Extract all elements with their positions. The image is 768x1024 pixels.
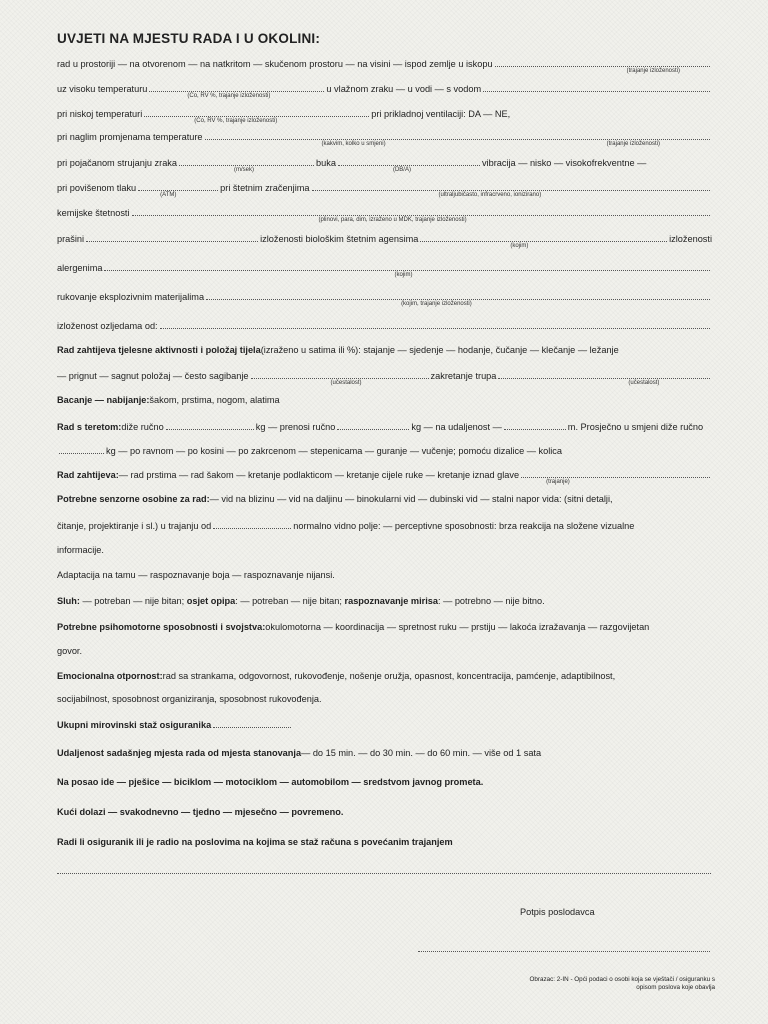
- row-dust-biological: [57, 233, 712, 249]
- hearing-label: Sluh:: [57, 596, 80, 606]
- allergens-caption: (kojim): [394, 272, 413, 278]
- low-temp-label: pri niskoj temperaturi: [57, 109, 143, 119]
- work-requires-caption: (trajanje): [546, 479, 570, 485]
- return-options: Kući dolazi — svakodnevno — tjedno — mjesečno — povremeno.: [57, 807, 344, 817]
- workplace-options: rad u prostoriji — na otvorenom — na natkritom — skučenom prostoru — na visini — ispod zemlje u iskopu: [57, 59, 493, 69]
- lift-kg-field[interactable]: [166, 421, 254, 430]
- psychomotor-options: okulomotorna — koordinacija — spretnost ruku — prstiju — lakoća izražavanja — razgovijetan: [265, 622, 650, 632]
- extended-service-field[interactable]: [57, 873, 711, 874]
- row-explosives: [57, 291, 712, 307]
- load-label: Rad s teretom:: [57, 422, 122, 432]
- form-footer: Obrazac: 2-IN - Opći podaci o osobi koja se vještači / osiguranku s opisom poslova koje obavlja: [529, 976, 715, 991]
- pressure-label: pri povišenom tlaku: [57, 183, 137, 193]
- row-low-temperature: [57, 108, 712, 124]
- throwing-label: Bacanje — nabijanje:: [57, 395, 150, 405]
- exposure-duration-field[interactable]: [495, 58, 710, 74]
- explosives-label: rukovanje eksplozivnim materijalima: [57, 292, 205, 302]
- work-requires-options: — rad prstima — rad šakom — kretanje podlakticom — kretanje cijele ruke — kretanje iznad glave: [118, 470, 520, 480]
- humid-field[interactable]: [483, 83, 710, 92]
- radiation-field[interactable]: [312, 182, 710, 198]
- row-airflow-noise: [57, 157, 712, 173]
- row-sensory: [57, 494, 712, 504]
- ventilation-options: pri prikladnoj ventilaciji: DA — NE,: [371, 109, 511, 119]
- dust-label: prašini: [57, 234, 85, 244]
- row-adaptation: [57, 570, 712, 580]
- touch-label: osjet opipa: [186, 596, 236, 606]
- work-requires-duration-field[interactable]: [521, 469, 710, 485]
- row-psychomotor: [57, 622, 712, 632]
- smell-label: raspoznavanje mirisa: [344, 596, 438, 606]
- explosives-caption: (kojim, trajanje izloženosti): [401, 301, 472, 307]
- noise-label: buka: [316, 158, 336, 168]
- radiation-label: pri štetnim zračenjima: [220, 183, 310, 193]
- row-pension: [57, 719, 712, 730]
- noise-caption: (DB/A): [392, 167, 411, 173]
- row-load: [57, 421, 712, 432]
- sensory-label: Potrebne senzorne osobine za rad:: [57, 494, 210, 504]
- noise-field[interactable]: [338, 157, 480, 173]
- row-high-temperature: [57, 83, 712, 99]
- low-temp-caption: (Co, RV %, trajanje izloženosti): [194, 118, 278, 124]
- row-posture: [57, 370, 712, 386]
- row-allergens: [57, 262, 712, 278]
- row-distance: [57, 748, 712, 758]
- injury-field[interactable]: [160, 320, 710, 329]
- row-injury: [57, 320, 712, 331]
- extended-service-label: Radi li osiguranik ili je radio na poslovima na kojima se staž računa s povećanim trajanjem: [57, 837, 453, 847]
- pension-field[interactable]: [213, 719, 291, 728]
- average-lift-label: m. Prosječno u smjeni diže ručno: [567, 422, 704, 432]
- physical-activity-options: (izraženo u satima ili %): stajanje — sjedenje — hodanje, čučanje — klečanje — ležanje: [260, 345, 619, 355]
- temp-changes-label: pri naglim promjenama temperature: [57, 132, 203, 142]
- airflow-caption: (m/sek): [234, 167, 255, 173]
- vision-duration-field[interactable]: [213, 520, 291, 529]
- dust-field[interactable]: [86, 233, 258, 242]
- row-hearing: [57, 596, 712, 606]
- psychomotor-label: Potrebne psihomotorne sposobnosti i svojstva:: [57, 622, 266, 632]
- airflow-field[interactable]: [179, 157, 314, 173]
- allergens-label: alergenima: [57, 263, 103, 273]
- physical-activity-label: Rad zahtijeva tjelesne aktivnosti i položaj tijela: [57, 345, 261, 355]
- chemical-label: kemijske štetnosti: [57, 208, 130, 218]
- exposure-label: izloženosti: [669, 234, 712, 244]
- trunk-rotation-caption: (učestalost): [628, 380, 660, 386]
- high-temp-caption: (Co, RV %, trajanje izloženosti): [187, 93, 271, 99]
- pressure-caption: (ATM): [160, 192, 177, 198]
- vision-duration-label: čitanje, projektiranje i sl.) u trajanju od: [57, 521, 212, 531]
- temp-changes-caption-1: (kakvim, kolko u smjeni): [321, 141, 386, 147]
- explosives-field[interactable]: [206, 291, 710, 307]
- commute-options: Na posao ide — pješice — biciklom — motociklom — automobilom — sredstvom javnog prometa.: [57, 777, 484, 787]
- pension-label: Ukupni mirovinski staž osiguranika: [57, 720, 212, 730]
- distance-label: kg — na udaljenost —: [411, 422, 502, 432]
- average-lift-kg-field[interactable]: [59, 445, 104, 454]
- visual-field-options: normalno vidno polje: — perceptivne sposobnosti: brza reakcija na složene vizualne: [293, 521, 635, 531]
- row-sensory-2: [57, 520, 712, 531]
- distance-field[interactable]: [504, 421, 566, 430]
- row-psychomotor-2: [57, 646, 712, 656]
- temp-changes-field[interactable]: [205, 131, 710, 147]
- row-throwing: [57, 395, 712, 405]
- row-work-requires: [57, 469, 712, 485]
- temp-changes-caption-2: (trajanje izloženosti): [606, 141, 660, 147]
- vibration-options: vibracija — nisko — visokofrekventne —: [481, 158, 647, 168]
- high-temp-field[interactable]: [149, 83, 324, 99]
- trunk-rotation-field[interactable]: [498, 370, 710, 386]
- posture-options: — prignut — sagnut položaj — često sagibanje: [57, 371, 249, 381]
- psychomotor-continuation: govor.: [57, 646, 83, 656]
- radiation-caption: (ultraljubičasto, infracrveno, ionizirano): [438, 192, 542, 198]
- emotional-label: Emocionalna otpornost:: [57, 671, 163, 681]
- distance-home-label: Udaljenost sadašnjeg mjesta rada od mjesta stanovanja: [57, 748, 302, 758]
- signature-label: Potpis poslodavca: [520, 907, 595, 917]
- page-title: UVJETI NA MJESTU RADA I U OKOLINI:: [57, 31, 321, 46]
- row-physical-activity: [57, 345, 712, 355]
- chemical-field[interactable]: [132, 207, 710, 223]
- lift-label: diže ručno: [121, 422, 164, 432]
- bending-frequency-field[interactable]: [251, 370, 429, 386]
- row-commute: [57, 777, 712, 787]
- carry-label: kg — prenosi ručno: [255, 422, 336, 432]
- injury-label: izloženost ozljedama od:: [57, 321, 158, 331]
- row-emotional-2: [57, 694, 712, 704]
- row-pressure-radiation: [57, 182, 712, 198]
- biological-field[interactable]: [420, 233, 667, 249]
- row-emotional: [57, 671, 712, 681]
- high-temp-label: uz visoku temperaturu: [57, 84, 148, 94]
- sensory-continuation: informacije.: [57, 545, 104, 555]
- row-workplace: [57, 58, 712, 74]
- emotional-options: rad sa strankama, odgovornost, rukovođenje, nošenje oružja, opasnost, koncentracija, pamćenje, adaptibilnost,: [162, 671, 616, 681]
- emotional-continuation: socijabilnost, sposobnost organiziranja, sposobnost rukovođenja.: [57, 694, 322, 704]
- allergens-field[interactable]: [104, 262, 710, 278]
- load-surface-options: kg — po ravnom — po kosini — po zakrcenom — stepenicama — guranje — vučenje; pomoću dizalice — kolica: [106, 446, 563, 456]
- low-temp-field[interactable]: [144, 108, 369, 124]
- signature-field[interactable]: [418, 951, 710, 952]
- carry-kg-field[interactable]: [337, 421, 409, 430]
- airflow-label: pri pojačanom strujanju zraka: [57, 158, 178, 168]
- smell-options: : — potrebno — nije bitno.: [437, 596, 545, 606]
- signature-row: [520, 907, 640, 917]
- row-chemical: [57, 207, 712, 223]
- trunk-rotation-label: zakretanje trupa: [430, 371, 497, 381]
- exposure-duration-caption: (trajanje izloženosti): [626, 68, 680, 74]
- row-extended-service: [57, 837, 712, 847]
- distance-home-options: — do 15 min. — do 30 min. — do 60 min. — više od 1 sata: [301, 748, 542, 758]
- bending-frequency-caption: (učestalost): [330, 380, 362, 386]
- humid-options: u vlažnom zraku — u vodi — s vodom: [326, 84, 482, 94]
- sensory-options: — vid na blizinu — vid na daljinu — binokularni vid — dubinski vid — stalni napor vida: (sitni detalji,: [209, 494, 613, 504]
- biological-label: izloženosti biološkim štetnim agensima: [260, 234, 419, 244]
- throwing-options: šakom, prstima, nogom, alatima: [149, 395, 280, 405]
- row-load-surfaces: [57, 445, 712, 456]
- pressure-field[interactable]: [138, 182, 218, 198]
- work-requires-label: Rad zahtijeva:: [57, 470, 119, 480]
- row-sensory-3: [57, 545, 712, 555]
- biological-caption: (kojim): [510, 243, 529, 249]
- hearing-options: — potreban — nije bitan;: [79, 596, 187, 606]
- row-temp-changes: [57, 131, 712, 147]
- chemical-caption: (plinovi, para, dim, izraženo u MDK, trajanje izloženosti): [318, 217, 467, 223]
- adaptation-options: Adaptacija na tamu — raspoznavanje boja — raspoznavanje nijansi.: [57, 570, 335, 580]
- touch-options: : — potreban — nije bitan;: [235, 596, 345, 606]
- row-return: [57, 807, 712, 817]
